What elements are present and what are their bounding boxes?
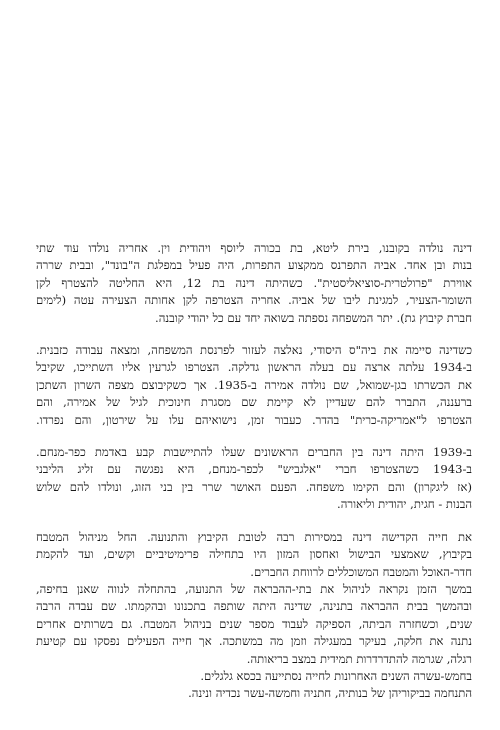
text-line: דינה נולדה בקובנו, בירת ליטא, בת בכורה ליוסף ויהודית וין. אחריה נולדו עוד שתי <box>36 241 472 255</box>
text-line: הבנות - חגית, יהודית וליאורה. <box>337 497 472 512</box>
text-line: התנחמה בביקוריהן של בנותיה, חתניה וחמשה-עשר נכדיה ונינה. <box>188 686 472 701</box>
text-line: רגלה, שגרמה להתדרדרות תמידית במצב בריאותה. <box>246 651 472 666</box>
text-line: ברעננה, התברר להם שעדיין לא קיימת שם מסגרת חינוכית לגיל של אמירה, והם <box>36 395 472 410</box>
text-line: הצטרפו ל"אמריקה-כרית" בהדר. כעבור זמן, נישואיהם עלו על שירטון, והם נפרדו. <box>36 412 472 427</box>
text-line: בנות ובן אחד. אביה התפרנס ממקצוע התפרות, היה פעיל במפלגת ה"בונד", ובבית שררה <box>36 258 472 273</box>
text-line: בקיבוץ, שאמצעי הבישול ואחסון המזון היו בתחילה פרימיטיביים וקשים, ועד להקמת <box>36 547 472 562</box>
text-line: ב-1939 היתה דינה בין החברים הראשונים שעלו להתיישבות קבע באדמת כפר-מנחם. <box>36 445 472 460</box>
text-line: חברת קיבוץ גת). יתר המשפחה נספתה בשואה יחד עם כל יהודי קובנה. <box>155 310 472 325</box>
text-line: כשדינה סיימה את ביה"ס היסודי, נאלצה לעזור לפרנסת המשפחה, ומצאה עבודה כזבנית. <box>36 343 472 358</box>
text-line: את חייה הקדישה דינה במסירות רבה לטובת הקיבוץ והתנועה. החל מניהול המטבח <box>36 529 472 544</box>
text-line: את הכשרתו בגן-שמואל, שם נולדה אמירה ב-1935. אך כשקיבוצם מצפה השרון השתכן <box>36 377 473 392</box>
text-line: נתנה את חלקה, בעיקר במעגילה וזמן מה במשתכה. אך חייה הפעילים נפסקו עם קטיעת <box>36 634 472 649</box>
text-line: שנים, וכשחזרה הביתה, הספיקה לעבוד מספר שנים בניהול המטבח. גם בשרותים אחרים <box>36 616 472 631</box>
text-line: ב-1943 כשהצטרפו חברי "אלגביש" לכפר-מנחם, היא נפגשה עם זליג הליבני <box>36 462 472 477</box>
text-line: במשך הזמן נקראה לניהול את בתי-ההבראה של התנועה, בהתחלה לנווה שאנן בחיפה, <box>36 581 472 596</box>
text-line: בחמש-עשרה השנים האחרונות לחייה נסתייעה בכסא גלגלים. <box>200 668 472 683</box>
text-line: (אז ליגקרון) והם הקימו משפחה. הפעם האושר שרר בין בני הזוג, ונולדו להם שלוש <box>36 479 472 494</box>
text-line: אווירת "פרולטרית-סוציאליסטית". כשהיתה דינה בת 12, היא החליטה להצטרף לקן <box>36 275 472 290</box>
text-line: השומר-הצעיר, למגינת ליבו של אביה. אחריה הצטרפה לקן אחותה הצעירה עטה (לימים <box>36 293 472 308</box>
paragraph-1 <box>36 240 472 327</box>
text-line: ובהמשך בבית ההבראה בתנינה, שדינה היתה שותפה בתכנונו ובהקמתו. שם עבדה הרבה <box>36 599 472 614</box>
text-line: חדר-האוכל והמטבח המשוכללים לרווחת החברים. <box>250 564 472 579</box>
paragraph-2 <box>36 342 472 429</box>
document-body <box>36 240 472 703</box>
paragraph-4 <box>36 529 472 703</box>
text-line: ב-1934 עלתה ארצה עם בעלה הראשון גדלקה. הצטרפו לגרעין אליו השתייכו, שקיבל <box>36 360 472 375</box>
paragraph-3 <box>36 444 472 514</box>
